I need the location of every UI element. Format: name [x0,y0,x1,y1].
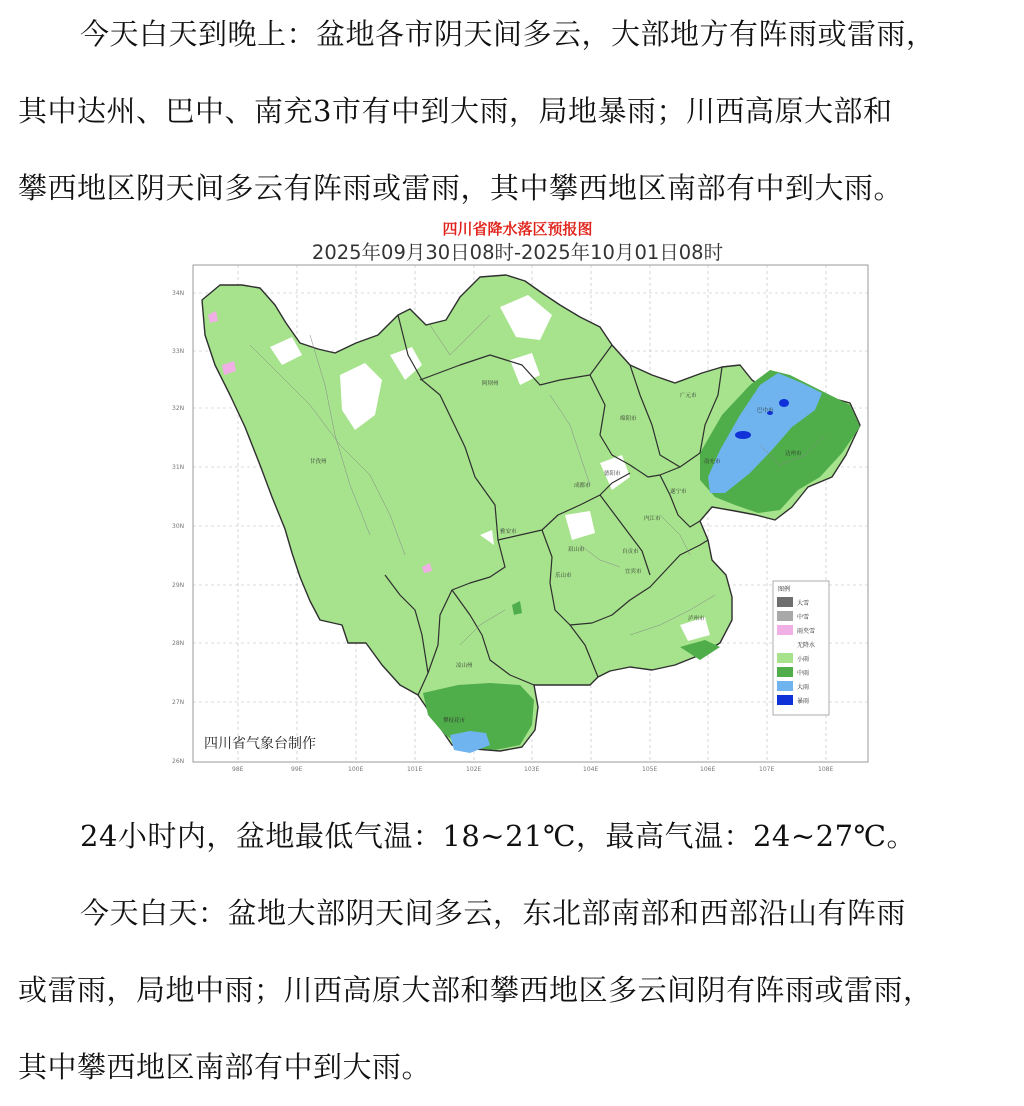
lon-label: 108E [818,766,834,773]
legend-label: 中雨 [797,670,810,677]
lon-label: 107E [759,766,775,773]
lon-label: 98E [232,766,244,773]
city-label: 眉山市 [568,547,585,553]
legend-swatch-light-rain [777,653,793,663]
map-legend [773,581,829,715]
text-line: 今天白天：盆地大部阴天间多云，东北部南部和西部沿山有阵雨 [80,896,907,930]
city-label: 甘孜州 [310,459,327,465]
lon-label: 102E [466,766,482,773]
legend-label: 无降水 [797,642,816,649]
legend-swatch-sleet [777,625,793,635]
lat-label: 32N [172,405,185,412]
legend-swatch-rainstorm [777,695,793,705]
city-label: 泸州市 [688,616,705,622]
text-line: 攀西地区阴天间多云有阵雨或雷雨，其中攀西地区南部有中到大雨。 [18,171,904,205]
lon-label: 101E [407,766,423,773]
daytime-forecast-paragraph [18,875,1008,1106]
legend-title: 图例 [778,586,791,593]
city-label: 阿坝州 [482,381,499,387]
longitude-labels [232,766,833,773]
lon-label: 100E [348,766,364,773]
legend-swatch-moderate-snow [777,611,793,621]
city-label: 南充市 [704,459,721,465]
lat-label: 33N [172,348,185,355]
city-label: 凉山州 [456,663,473,669]
legend-swatch-moderate-rain [777,667,793,677]
text-line: 今天白天到晚上：盆地各市阴天间多云，大部地方有阵雨或雷雨， [80,17,936,51]
lat-label: 27N [172,699,185,706]
city-label: 攀枝花市 [443,718,466,724]
city-label: 广元市 [680,393,697,399]
lon-label: 104E [583,766,599,773]
lon-label: 103E [524,766,540,773]
map-canvas [160,215,875,775]
latitude-labels [172,290,184,765]
map-title: 四川省降水落区预报图 [442,220,593,238]
city-label: 宜宾市 [625,569,642,575]
legend-swatch-heavy-rain [777,681,793,691]
legend-label: 大雨 [797,684,810,691]
text-line: 或雷雨，局地中雨；川西高原大部和攀西地区多云间阴有阵雨或雷雨， [18,973,933,1007]
city-label: 达州市 [785,451,802,457]
forecast-intro-paragraph [18,0,1008,227]
city-label: 遂宁市 [670,489,687,495]
city-label: 雅安市 [500,529,517,535]
city-label: 德阳市 [604,471,621,477]
lon-label: 106E [700,766,716,773]
legend-label: 雨夹雪 [797,628,816,635]
text-line: 其中攀西地区南部有中到大雨。 [18,1050,432,1084]
text-line: 24小时内，盆地最低气温：18~21℃，最高气温：24~27℃。 [80,819,916,853]
lat-label: 34N [172,290,185,297]
map-credit: 四川省气象台制作 [204,736,316,752]
lat-label: 28N [172,640,185,647]
legend-label: 小雨 [797,656,810,663]
lat-label: 26N [172,758,185,765]
lat-label: 30N [172,523,185,530]
lat-label: 31N [172,464,185,471]
legend-swatch-heavy-snow [777,597,793,607]
precipitation-forecast-map [160,215,875,775]
temperature-paragraph [18,798,1008,875]
lon-label: 105E [642,766,658,773]
city-label: 内江市 [644,516,661,522]
city-label: 成都市 [574,483,591,489]
text-line: 其中达州、巴中、南充3市有中到大雨，局地暴雨；川西高原大部和 [18,94,893,128]
city-label: 绵阳市 [620,416,637,422]
map-subtitle: 2025年09月30日08时-2025年10月01日08时 [311,241,724,264]
city-label: 乐山市 [555,573,572,579]
legend-label: 暴雨 [797,698,810,705]
city-label: 巴中市 [757,408,774,414]
lat-label: 29N [172,582,185,589]
legend-label: 中雪 [797,614,810,621]
legend-swatch-no-precipitation [777,639,793,649]
legend-label: 大雪 [797,600,810,607]
lon-label: 99E [291,766,303,773]
city-label: 自贡市 [622,549,639,555]
